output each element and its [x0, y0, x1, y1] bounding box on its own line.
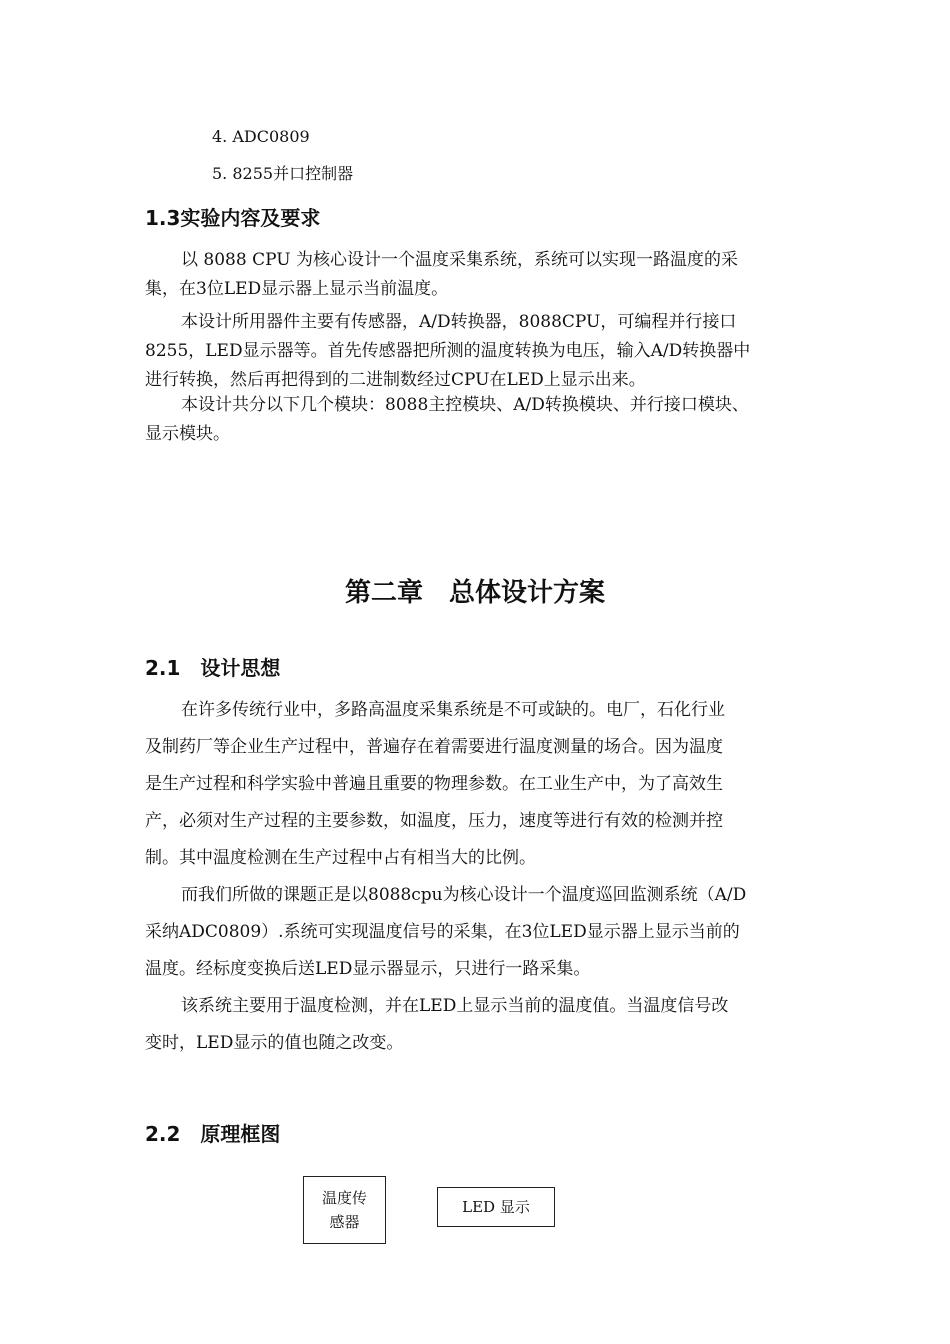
paragraph-line: 而我们所做的课题正是以8088cpu为核心设计一个温度巡回监测系统（A/D: [181, 885, 747, 905]
paragraph: [145, 988, 728, 1062]
paragraph-line: 变时，LED显示的值也随之改变。: [145, 1033, 404, 1053]
paragraph: [145, 246, 738, 304]
paragraph-line: 是生产过程和科学实验中普遍且重要的物理参数。在工业生产中，为了高效生: [145, 774, 723, 794]
diagram-box-label: 感器: [329, 1213, 360, 1231]
paragraph-line: 产，必须对生产过程的主要参数，如温度，压力，速度等进行有效的检测并控: [145, 811, 723, 831]
paragraph: [145, 391, 749, 449]
list-item: 4. ADC0809: [212, 127, 310, 146]
paragraph: [145, 692, 725, 877]
chapter-title: 第二章 总体设计方案: [344, 578, 605, 608]
section-heading-2-2: 2.2 原理框图: [145, 1122, 281, 1146]
paragraph-line: 8255，LED显示器等。首先传感器把所测的温度转换为电压，输入A/D转换器中: [145, 341, 751, 361]
diagram-box-temperature-sensor: [303, 1176, 386, 1244]
paragraph-line: 以 8088 CPU 为核心设计一个温度采集系统，系统可以实现一路温度的采: [181, 250, 738, 270]
paragraph-line: 集，在3位LED显示器上显示当前温度。: [145, 279, 449, 299]
diagram-box-label: LED 显示: [462, 1198, 530, 1216]
paragraph-line: 本设计共分以下几个模块：8088主控模块、A/D转换模块、并行接口模块、: [181, 395, 749, 415]
paragraph-line: 在许多传统行业中，多路高温度采集系统是不可或缺的。电厂，石化行业: [181, 700, 725, 720]
paragraph-line: 温度。经标度变换后送LED显示器显示，只进行一路采集。: [145, 959, 591, 979]
paragraph-line: 进行转换，然后再把得到的二进制数经过CPU在LED上显示出来。: [145, 370, 646, 390]
paragraph-line: 采纳ADC0809）.系统可实现温度信号的采集，在3位LED显示器上显示当前的: [145, 922, 740, 942]
paragraph-line: 及制药厂等企业生产过程中，普遍存在着需要进行温度测量的场合。因为温度: [145, 737, 723, 757]
paragraph: [145, 308, 750, 395]
section-heading-1-3: 1.3实验内容及要求: [145, 206, 321, 230]
paragraph-line: 该系统主要用于温度检测，并在LED上显示当前的温度值。当温度信号改: [181, 996, 729, 1016]
paragraph-line: 本设计所用器件主要有传感器，A/D转换器，8088CPU，可编程并行接口: [181, 312, 737, 332]
paragraph-line: 显示模块。: [145, 424, 230, 444]
section-heading-2-1: 2.1 设计思想: [145, 656, 281, 680]
diagram-box-led-display: [437, 1187, 555, 1227]
list-item: 5. 8255并口控制器: [212, 164, 354, 183]
paragraph-line: 制。其中温度检测在生产过程中占有相当大的比例。: [145, 848, 536, 868]
diagram-box-label: 温度传: [321, 1189, 367, 1207]
paragraph: [145, 877, 746, 988]
